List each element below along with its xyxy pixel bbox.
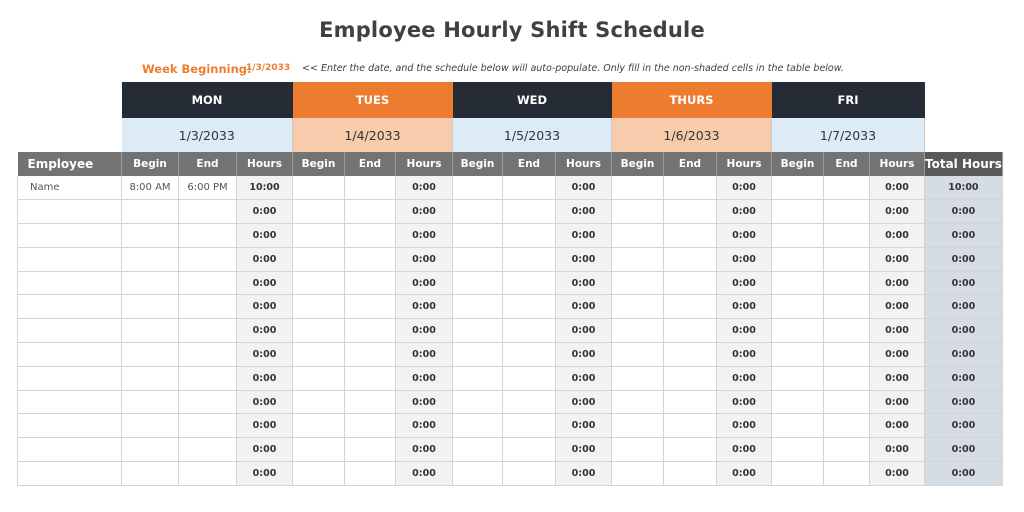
begin-time-cell[interactable] (612, 247, 664, 271)
end-time-cell[interactable] (345, 176, 396, 200)
end-time-cell[interactable] (664, 200, 717, 224)
begin-time-cell[interactable] (612, 414, 664, 438)
begin-time-cell[interactable] (293, 343, 345, 367)
begin-time-cell[interactable] (772, 247, 824, 271)
header-begin: Begin (122, 152, 179, 176)
employee-name-cell[interactable] (18, 247, 122, 271)
begin-time-cell[interactable] (293, 271, 345, 295)
end-time-cell[interactable] (824, 390, 870, 414)
table-row (18, 366, 1003, 390)
begin-time-cell[interactable] (453, 247, 503, 271)
header-hours: Hours (870, 152, 925, 176)
begin-time-cell[interactable] (612, 366, 664, 390)
begin-time-cell[interactable]: 8:00 AM (122, 176, 179, 200)
hours-cell: 0:00 (717, 366, 772, 390)
hours-cell: 0:00 (717, 176, 772, 200)
end-time-cell[interactable] (664, 343, 717, 367)
begin-time-cell[interactable] (612, 295, 664, 319)
day-date-mon: 1/3/2033 (122, 118, 293, 152)
end-time-cell[interactable] (179, 414, 237, 438)
end-time-cell[interactable] (179, 247, 237, 271)
hours-cell: 0:00 (870, 414, 925, 438)
hours-cell: 0:00 (556, 414, 612, 438)
hours-cell: 0:00 (237, 366, 293, 390)
hours-cell: 0:00 (556, 462, 612, 486)
day-date-tues: 1/4/2033 (293, 118, 453, 152)
end-time-cell[interactable] (503, 224, 556, 248)
end-time-cell[interactable] (345, 319, 396, 343)
end-time-cell[interactable] (824, 462, 870, 486)
end-time-cell[interactable] (179, 271, 237, 295)
end-time-cell[interactable] (503, 438, 556, 462)
begin-time-cell[interactable] (122, 366, 179, 390)
begin-time-cell[interactable] (293, 319, 345, 343)
hours-cell: 0:00 (556, 271, 612, 295)
end-time-cell[interactable] (179, 224, 237, 248)
corner-blank (18, 82, 122, 118)
employee-name-cell[interactable] (18, 390, 122, 414)
begin-time-cell[interactable] (772, 414, 824, 438)
table-row (18, 438, 1003, 462)
begin-time-cell[interactable] (453, 224, 503, 248)
hours-cell: 0:00 (396, 414, 453, 438)
day-name-row (18, 82, 1003, 118)
end-time-cell[interactable] (179, 200, 237, 224)
hours-cell: 0:00 (556, 438, 612, 462)
table-row (18, 295, 1003, 319)
employee-name-cell[interactable] (18, 462, 122, 486)
begin-time-cell[interactable] (122, 390, 179, 414)
begin-time-cell[interactable] (453, 271, 503, 295)
hours-cell: 0:00 (870, 247, 925, 271)
total-hours-cell: 10:00 (925, 176, 1003, 200)
hours-cell: 0:00 (396, 247, 453, 271)
header-end: End (503, 152, 556, 176)
end-time-cell[interactable]: 6:00 PM (179, 176, 237, 200)
begin-time-cell[interactable] (772, 200, 824, 224)
hours-cell: 0:00 (717, 295, 772, 319)
total-hours-cell: 0:00 (925, 438, 1003, 462)
begin-time-cell[interactable] (772, 366, 824, 390)
hours-cell: 0:00 (556, 200, 612, 224)
hours-cell: 0:00 (717, 462, 772, 486)
employee-name-cell[interactable] (18, 438, 122, 462)
employee-name-cell[interactable] (18, 366, 122, 390)
day-date-thurs: 1/6/2033 (612, 118, 772, 152)
day-name-mon: MON (122, 82, 293, 118)
begin-time-cell[interactable] (293, 390, 345, 414)
hours-cell: 0:00 (717, 224, 772, 248)
hours-cell: 0:00 (556, 343, 612, 367)
end-time-cell[interactable] (345, 414, 396, 438)
hours-cell: 0:00 (396, 176, 453, 200)
week-beginning-row (0, 62, 1024, 78)
end-time-cell[interactable] (345, 462, 396, 486)
begin-time-cell[interactable] (453, 319, 503, 343)
begin-time-cell[interactable] (293, 224, 345, 248)
hours-cell: 0:00 (237, 271, 293, 295)
end-time-cell[interactable] (345, 366, 396, 390)
end-time-cell[interactable] (824, 343, 870, 367)
end-time-cell[interactable] (345, 200, 396, 224)
end-time-cell[interactable] (664, 224, 717, 248)
end-time-cell[interactable] (824, 176, 870, 200)
begin-time-cell[interactable] (122, 271, 179, 295)
header-end: End (179, 152, 237, 176)
total-hours-cell: 0:00 (925, 200, 1003, 224)
end-time-cell[interactable] (664, 438, 717, 462)
end-time-cell[interactable] (503, 319, 556, 343)
hours-cell: 0:00 (870, 271, 925, 295)
header-total-hours: Total Hours (925, 152, 1003, 176)
page-title: Employee Hourly Shift Schedule (319, 18, 705, 42)
hours-cell: 0:00 (556, 224, 612, 248)
employee-name-cell[interactable] (18, 200, 122, 224)
end-time-cell[interactable] (824, 224, 870, 248)
hours-cell: 0:00 (237, 319, 293, 343)
hours-cell: 0:00 (870, 200, 925, 224)
header-begin: Begin (453, 152, 503, 176)
hours-cell: 0:00 (237, 247, 293, 271)
begin-time-cell[interactable] (612, 200, 664, 224)
begin-time-cell[interactable] (453, 366, 503, 390)
day-name-fri: FRI (772, 82, 925, 118)
end-time-cell[interactable] (503, 176, 556, 200)
instruction-note: << Enter the date, and the schedule below will auto-populate. Only fill in the non-shaded cells in the table below. (302, 63, 844, 74)
end-time-cell[interactable] (664, 271, 717, 295)
hours-cell: 0:00 (870, 462, 925, 486)
column-header-row (18, 152, 1003, 176)
end-time-cell[interactable] (824, 295, 870, 319)
week-beginning-label: Week Beginning: (142, 62, 252, 76)
end-time-cell[interactable] (824, 200, 870, 224)
header-hours: Hours (396, 152, 453, 176)
end-time-cell[interactable] (503, 295, 556, 319)
hours-cell: 0:00 (717, 200, 772, 224)
begin-time-cell[interactable] (453, 295, 503, 319)
begin-time-cell[interactable] (612, 343, 664, 367)
table-row (18, 224, 1003, 248)
end-time-cell[interactable] (824, 247, 870, 271)
begin-time-cell[interactable] (293, 438, 345, 462)
corner-blank (18, 118, 122, 152)
table-row (18, 414, 1003, 438)
employee-name-cell[interactable]: Name (18, 176, 122, 200)
employee-name-cell[interactable] (18, 414, 122, 438)
hours-cell: 0:00 (556, 390, 612, 414)
begin-time-cell[interactable] (612, 462, 664, 486)
begin-time-cell[interactable] (612, 390, 664, 414)
hours-cell: 0:00 (396, 224, 453, 248)
end-time-cell[interactable] (503, 247, 556, 271)
begin-time-cell[interactable] (122, 462, 179, 486)
hours-cell: 0:00 (870, 438, 925, 462)
header-begin: Begin (612, 152, 664, 176)
table-row (18, 390, 1003, 414)
header-end: End (664, 152, 717, 176)
header-begin: Begin (772, 152, 824, 176)
employee-name-cell[interactable] (18, 224, 122, 248)
total-hours-cell: 0:00 (925, 224, 1003, 248)
hours-cell: 0:00 (870, 319, 925, 343)
hours-cell: 0:00 (237, 343, 293, 367)
day-name-thurs: THURS (612, 82, 772, 118)
end-time-cell[interactable] (503, 271, 556, 295)
begin-time-cell[interactable] (453, 390, 503, 414)
end-time-cell[interactable] (179, 319, 237, 343)
end-time-cell[interactable] (503, 366, 556, 390)
hours-cell: 0:00 (717, 438, 772, 462)
hours-cell: 0:00 (870, 176, 925, 200)
end-time-cell[interactable] (345, 295, 396, 319)
begin-time-cell[interactable] (293, 366, 345, 390)
header-end: End (824, 152, 870, 176)
header-hours: Hours (237, 152, 293, 176)
hours-cell: 0:00 (396, 462, 453, 486)
header-hours: Hours (717, 152, 772, 176)
end-time-cell[interactable] (824, 414, 870, 438)
begin-time-cell[interactable] (122, 200, 179, 224)
table-row (18, 176, 1003, 200)
total-hours-cell: 0:00 (925, 414, 1003, 438)
hours-cell: 0:00 (717, 271, 772, 295)
employee-name-cell[interactable] (18, 295, 122, 319)
day-name-wed: WED (453, 82, 612, 118)
hours-cell: 0:00 (870, 390, 925, 414)
table-row (18, 462, 1003, 486)
hours-cell: 0:00 (237, 200, 293, 224)
begin-time-cell[interactable] (453, 343, 503, 367)
begin-time-cell[interactable] (293, 414, 345, 438)
total-hours-cell: 0:00 (925, 366, 1003, 390)
end-time-cell[interactable] (179, 343, 237, 367)
hours-cell: 0:00 (396, 295, 453, 319)
total-hours-cell: 0:00 (925, 343, 1003, 367)
begin-time-cell[interactable] (772, 343, 824, 367)
hours-cell: 0:00 (717, 390, 772, 414)
week-beginning-date[interactable]: 1/3/2033 (246, 63, 291, 73)
end-time-cell[interactable] (824, 366, 870, 390)
end-time-cell[interactable] (664, 462, 717, 486)
begin-time-cell[interactable] (612, 176, 664, 200)
begin-time-cell[interactable] (122, 247, 179, 271)
begin-time-cell[interactable] (293, 462, 345, 486)
end-time-cell[interactable] (179, 390, 237, 414)
hours-cell: 0:00 (870, 224, 925, 248)
hours-cell: 0:00 (237, 438, 293, 462)
begin-time-cell[interactable] (453, 414, 503, 438)
end-time-cell[interactable] (664, 319, 717, 343)
end-time-cell[interactable] (664, 176, 717, 200)
hours-cell: 0:00 (556, 176, 612, 200)
hours-cell: 0:00 (396, 271, 453, 295)
day-date-fri: 1/7/2033 (772, 118, 925, 152)
hours-cell: 0:00 (870, 366, 925, 390)
hours-cell: 10:00 (237, 176, 293, 200)
total-hours-cell: 0:00 (925, 247, 1003, 271)
hours-cell: 0:00 (237, 295, 293, 319)
begin-time-cell[interactable] (612, 438, 664, 462)
total-hours-cell: 0:00 (925, 319, 1003, 343)
begin-time-cell[interactable] (772, 319, 824, 343)
begin-time-cell[interactable] (612, 271, 664, 295)
header-hours: Hours (556, 152, 612, 176)
schedule-body (18, 176, 1003, 485)
end-time-cell[interactable] (664, 247, 717, 271)
hours-cell: 0:00 (556, 319, 612, 343)
table-row (18, 343, 1003, 367)
total-hours-cell: 0:00 (925, 462, 1003, 486)
end-time-cell[interactable] (345, 438, 396, 462)
end-time-cell[interactable] (345, 224, 396, 248)
header-employee: Employee (18, 152, 122, 176)
hours-cell: 0:00 (396, 366, 453, 390)
hours-cell: 0:00 (237, 390, 293, 414)
end-time-cell[interactable] (179, 438, 237, 462)
end-time-cell[interactable] (664, 295, 717, 319)
begin-time-cell[interactable] (772, 438, 824, 462)
begin-time-cell[interactable] (122, 295, 179, 319)
end-time-cell[interactable] (824, 438, 870, 462)
hours-cell: 0:00 (870, 343, 925, 367)
hours-cell: 0:00 (870, 295, 925, 319)
end-time-cell[interactable] (345, 271, 396, 295)
end-time-cell[interactable] (179, 295, 237, 319)
begin-time-cell[interactable] (612, 319, 664, 343)
hours-cell: 0:00 (237, 224, 293, 248)
corner-blank-right (925, 82, 1003, 118)
end-time-cell[interactable] (345, 343, 396, 367)
total-hours-cell: 0:00 (925, 271, 1003, 295)
end-time-cell[interactable] (503, 462, 556, 486)
day-date-wed: 1/5/2033 (453, 118, 612, 152)
begin-time-cell[interactable] (453, 462, 503, 486)
header-end: End (345, 152, 396, 176)
begin-time-cell[interactable] (772, 462, 824, 486)
employee-name-cell[interactable] (18, 343, 122, 367)
hours-cell: 0:00 (556, 366, 612, 390)
hours-cell: 0:00 (396, 319, 453, 343)
hours-cell: 0:00 (717, 319, 772, 343)
end-time-cell[interactable] (503, 200, 556, 224)
header-begin: Begin (293, 152, 345, 176)
end-time-cell[interactable] (664, 414, 717, 438)
end-time-cell[interactable] (824, 319, 870, 343)
end-time-cell[interactable] (503, 343, 556, 367)
employee-name-cell[interactable] (18, 319, 122, 343)
begin-time-cell[interactable] (772, 271, 824, 295)
day-date-row (18, 118, 1003, 152)
begin-time-cell[interactable] (122, 319, 179, 343)
begin-time-cell[interactable] (772, 390, 824, 414)
end-time-cell[interactable] (503, 414, 556, 438)
day-name-tues: TUES (293, 82, 453, 118)
total-hours-cell: 0:00 (925, 390, 1003, 414)
table-row (18, 200, 1003, 224)
hours-cell: 0:00 (396, 390, 453, 414)
begin-time-cell[interactable] (293, 247, 345, 271)
corner-blank-right (925, 118, 1003, 152)
end-time-cell[interactable] (345, 247, 396, 271)
table-row (18, 319, 1003, 343)
end-time-cell[interactable] (664, 366, 717, 390)
begin-time-cell[interactable] (293, 176, 345, 200)
begin-time-cell[interactable] (772, 295, 824, 319)
employee-name-cell[interactable] (18, 271, 122, 295)
table-row (18, 271, 1003, 295)
begin-time-cell[interactable] (293, 200, 345, 224)
end-time-cell[interactable] (345, 390, 396, 414)
end-time-cell[interactable] (503, 390, 556, 414)
begin-time-cell[interactable] (122, 438, 179, 462)
begin-time-cell[interactable] (122, 414, 179, 438)
hours-cell: 0:00 (396, 438, 453, 462)
end-time-cell[interactable] (179, 366, 237, 390)
schedule-table (17, 82, 1003, 486)
end-time-cell[interactable] (179, 462, 237, 486)
end-time-cell[interactable] (664, 390, 717, 414)
hours-cell: 0:00 (237, 414, 293, 438)
hours-cell: 0:00 (556, 247, 612, 271)
hours-cell: 0:00 (396, 343, 453, 367)
hours-cell: 0:00 (717, 414, 772, 438)
begin-time-cell[interactable] (453, 438, 503, 462)
begin-time-cell[interactable] (772, 224, 824, 248)
begin-time-cell[interactable] (122, 343, 179, 367)
hours-cell: 0:00 (237, 462, 293, 486)
begin-time-cell[interactable] (122, 224, 179, 248)
begin-time-cell[interactable] (453, 176, 503, 200)
hours-cell: 0:00 (556, 295, 612, 319)
begin-time-cell[interactable] (453, 200, 503, 224)
hours-cell: 0:00 (717, 343, 772, 367)
begin-time-cell[interactable] (772, 176, 824, 200)
begin-time-cell[interactable] (612, 224, 664, 248)
begin-time-cell[interactable] (293, 295, 345, 319)
hours-cell: 0:00 (717, 247, 772, 271)
table-row (18, 247, 1003, 271)
total-hours-cell: 0:00 (925, 295, 1003, 319)
end-time-cell[interactable] (824, 271, 870, 295)
hours-cell: 0:00 (396, 200, 453, 224)
